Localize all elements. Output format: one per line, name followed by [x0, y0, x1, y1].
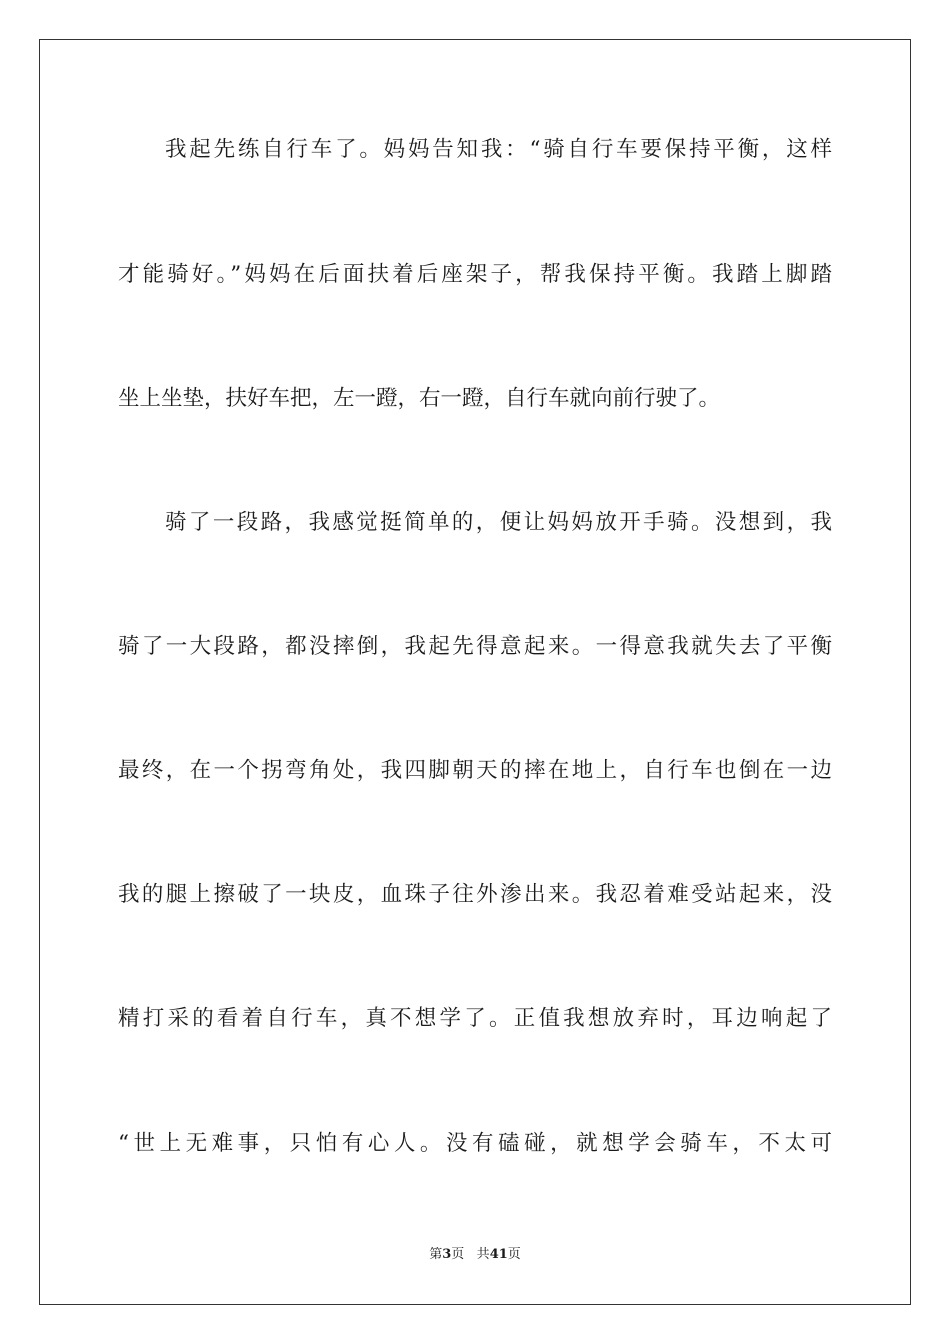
page-border	[39, 39, 911, 1305]
total-pages: 41	[489, 1247, 508, 1262]
total-prefix: 共	[476, 1247, 490, 1262]
text-line-5: 骑了一大段路，都没摔倒，我起先得意起来。一得意我就失去了平衡	[118, 634, 832, 659]
text-line-3: 坐上坐垫，扶好车把，左一蹬，右一蹬，自行车就向前行驶了。	[118, 386, 721, 411]
page-number: 3	[442, 1247, 452, 1262]
text-line-6: 最终，在一个拐弯角处，我四脚朝天的摔在地上，自行车也倒在一边	[118, 758, 832, 783]
text-line-7: 我的腿上擦破了一块皮，血珠子往外渗出来。我忍着难受站起来，没	[118, 882, 832, 907]
page-footer	[0, 1245, 950, 1265]
text-line-8: 精打采的看着自行车，真不想学了。正值我想放弃时，耳边响起了	[118, 1006, 832, 1031]
page-suffix: 页	[451, 1247, 465, 1262]
text-line-2: 才能骑好。”妈妈在后面扶着后座架子，帮我保持平衡。我踏上脚踏	[118, 262, 832, 287]
text-line-1: 我起先练自行车了。妈妈告知我：“骑自行车要保持平衡，这样	[165, 137, 832, 162]
text-line-9: “世上无难事，只怕有心人。没有磕碰，就想学会骑车，不太可	[118, 1131, 832, 1156]
total-suffix: 页	[507, 1247, 521, 1262]
text-line-4: 骑了一段路，我感觉挺简单的，便让妈妈放开手骑。没想到，我	[165, 510, 832, 535]
page-prefix: 第	[429, 1247, 443, 1262]
